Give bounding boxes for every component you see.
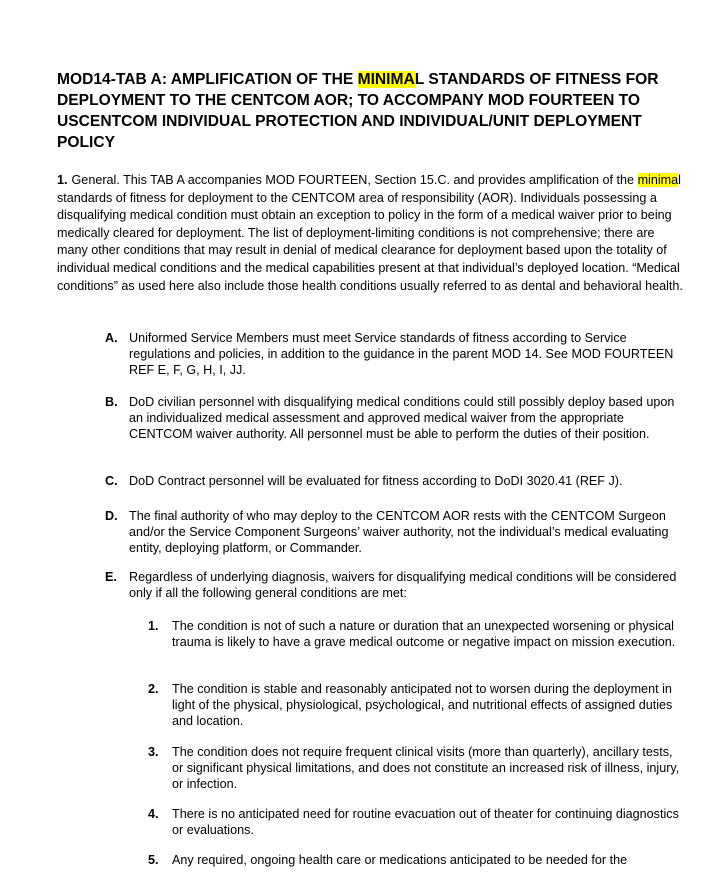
title-text-start: MOD14-TAB A: AMPLIFICATION OF THE: [57, 71, 358, 88]
subitem-marker: A.: [105, 331, 118, 345]
subitem-text: Regardless of underlying diagnosis, waivers for disqualifying medical conditions will be considered only if all the following general conditions are met:: [129, 570, 677, 600]
subitem-marker: D.: [105, 509, 118, 523]
condition-text: The condition is not of such a nature or duration that an unexpected worsening or physical trauma is likely to have a grave medical outcome or negative impact on mission execution.: [172, 619, 676, 649]
condition-marker: 4.: [148, 807, 159, 821]
condition-marker: 1.: [148, 619, 159, 633]
subitem-c: [105, 474, 679, 490]
document-title: [57, 69, 687, 153]
condition-2: [148, 682, 680, 729]
condition-marker: 5.: [148, 853, 159, 867]
subitem-text: DoD Contract personnel will be evaluated for fitness according to DoDI 3020.41 (REF J).: [129, 474, 623, 488]
subitem-text: Uniformed Service Members must meet Service standards of fitness according to Service regulations and policies, in addition to the guidance in the parent MOD 14. See MOD FOURTEEN REF E, F, G, H, I, JJ.: [129, 331, 674, 377]
section-number: 1.: [57, 173, 68, 187]
condition-marker: 2.: [148, 682, 159, 696]
subitem-marker: C.: [105, 474, 118, 488]
condition-3: [148, 745, 680, 792]
title-highlighted-text: MINIMA: [357, 71, 415, 88]
condition-1: [148, 619, 680, 651]
condition-5: [148, 853, 680, 869]
condition-text: Any required, ongoing health care or medications anticipated to be needed for the: [172, 853, 628, 867]
subitem-e: [105, 570, 679, 602]
condition-marker: 3.: [148, 745, 159, 759]
title-text-end: L STANDARDS OF FITNESS FOR DEPLOYMENT TO THE CENTCOM AOR; TO ACCOMPANY MOD FOURTEEN TO USCENTCOM INDIVIDUAL PROTECTION AND INDIVIDUAL/UNIT DEPLOYMENT POLICY: [57, 71, 659, 151]
subitem-d: [105, 509, 679, 556]
subitem-marker: B.: [105, 395, 118, 409]
condition-text: The condition is stable and reasonably anticipated not to worsen during the deployment in light of the physical, physiological, psychological, and nutritional effects of assigned duties and location.: [172, 682, 673, 728]
condition-text: The condition does not require frequent clinical visits (more than quarterly), ancillary tests, or significant physical limitations, and does not constitute an increased risk of illness, injury, or infection.: [172, 745, 680, 791]
condition-text: There is no anticipated need for routine evacuation out of theater for continuing diagnostics or evaluations.: [172, 807, 679, 837]
subitem-text: DoD civilian personnel with disqualifying medical conditions could still possibly deploy based upon an individualized medical assessment and approved medical waiver from the appropriate CENTCOM waiver authority. All personnel must be able to perform the duties of their position.: [129, 395, 675, 441]
subitem-marker: E.: [105, 570, 117, 584]
section-highlighted-text: minima: [637, 173, 679, 187]
section-1-paragraph: [57, 172, 685, 295]
subitem-a: [105, 331, 679, 378]
condition-4: [148, 807, 680, 839]
section-text-end: l standards of fitness for deployment to the CENTCOM area of responsibility (AOR). Individuals possessing a disqualifying medical condition must obtain an exception to policy in the form of a medical waiver prior to being medically cleared for deployment. The list of deployment-limiting conditions is not comprehensive; there are many other conditions that may result in denial of medical clearance for deployment based upon the totality of individual medical conditions and the medical capabilities present at that individual’s deployed location. “Medical conditions” as used here also include those health conditions usually referred to as dental and behavioral health.: [57, 173, 683, 293]
subitem-b: [105, 395, 679, 442]
section-text-start: General. This TAB A accompanies MOD FOURTEEN, Section 15.C. and provides amplification of the: [71, 173, 638, 187]
subitem-text: The final authority of who may deploy to the CENTCOM AOR rests with the CENTCOM Surgeon and/or the Service Component Surgeons’ waiver authority, not the individual’s medical evaluating entity, deploying platform, or Commander.: [129, 509, 669, 555]
